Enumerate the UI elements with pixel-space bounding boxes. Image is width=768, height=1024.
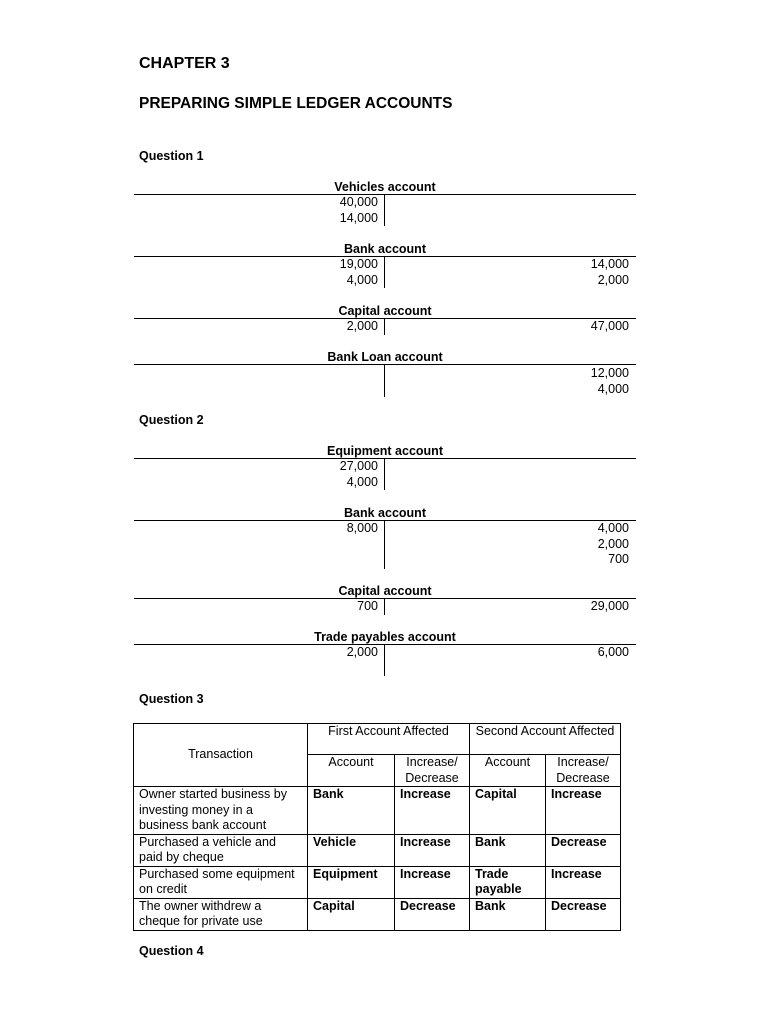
credit-column <box>534 366 629 397</box>
question-2-label: Question 2 <box>139 413 204 427</box>
credit-entry: 4,000 <box>597 521 629 535</box>
second-account-cell: Bank <box>470 898 546 930</box>
credit-column <box>534 521 629 568</box>
transaction-cell: The owner withdrew a cheque for private use <box>134 898 308 930</box>
credit-entry: 47,000 <box>590 319 629 333</box>
subheader-change: Increase/ Decrease <box>395 755 470 787</box>
second-change-cell: Increase <box>546 787 621 835</box>
account-title: Capital account <box>338 304 432 318</box>
debit-entry: 14,000 <box>339 210 378 225</box>
account-rule <box>134 458 636 459</box>
account-divider <box>384 195 385 226</box>
account-divider <box>384 521 385 569</box>
debit-entry: 2,000 <box>346 645 378 659</box>
credit-entry: 2,000 <box>597 536 629 551</box>
question-4-label: Question 4 <box>139 944 204 958</box>
subheader-account: Account <box>308 755 395 787</box>
chapter-heading: CHAPTER 3 <box>139 55 230 72</box>
debit-column <box>284 459 378 490</box>
transaction-cell: Owner started business by investing money in a business bank account <box>134 787 308 835</box>
first-account-cell: Capital <box>308 898 395 930</box>
first-account-cell: Vehicle <box>308 834 395 866</box>
account-title: Bank Loan account <box>327 350 443 364</box>
account-divider <box>384 257 385 288</box>
debit-entry: 8,000 <box>346 521 378 535</box>
debit-entry: 700 <box>357 599 378 613</box>
credit-entry: 700 <box>608 552 629 566</box>
second-change-cell: Decrease <box>546 898 621 930</box>
debit-column <box>284 645 378 661</box>
account-title: Vehicles account <box>334 180 436 194</box>
credit-entry: 14,000 <box>590 257 629 271</box>
second-account-cell: Capital <box>470 787 546 835</box>
debit-entry: 2,000 <box>346 319 378 333</box>
first-account-cell: Bank <box>308 787 395 835</box>
credit-column <box>534 599 629 615</box>
debit-column <box>284 195 378 226</box>
debit-entry: 19,000 <box>339 257 378 271</box>
header-second-account: Second Account Affected <box>470 724 621 755</box>
credit-entry: 4,000 <box>597 381 629 396</box>
table-row <box>134 834 621 866</box>
account-title: Trade payables account <box>314 630 456 644</box>
credit-entry: 12,000 <box>590 366 629 380</box>
first-change-cell: Decrease <box>395 898 470 930</box>
table-row <box>134 898 621 930</box>
first-change-cell: Increase <box>395 834 470 866</box>
account-title: Equipment account <box>327 444 443 458</box>
debit-entry: 4,000 <box>346 474 378 489</box>
debit-column <box>284 599 378 615</box>
account-title: Capital account <box>338 584 432 598</box>
account-divider <box>384 365 385 397</box>
first-change-cell: Increase <box>395 866 470 898</box>
debit-column <box>284 521 378 537</box>
table-row <box>134 787 621 835</box>
first-account-cell: Equipment <box>308 866 395 898</box>
second-change-cell: Increase <box>546 866 621 898</box>
account-title: Bank account <box>344 242 426 256</box>
first-change-cell: Increase <box>395 787 470 835</box>
credit-column <box>534 645 629 661</box>
question-1-label: Question 1 <box>139 149 204 163</box>
account-divider <box>384 459 385 490</box>
table-row <box>134 866 621 898</box>
transaction-cell: Purchased some equipment on credit <box>134 866 308 898</box>
credit-column <box>534 257 629 288</box>
account-divider <box>384 599 385 615</box>
account-title: Bank account <box>344 506 426 520</box>
header-transaction: Transaction <box>134 724 308 787</box>
credit-column <box>534 319 629 335</box>
page-title: PREPARING SIMPLE LEDGER ACCOUNTS <box>139 95 453 112</box>
second-change-cell: Decrease <box>546 834 621 866</box>
question-3-label: Question 3 <box>139 692 204 706</box>
debit-entry: 40,000 <box>339 195 378 209</box>
transaction-cell: Purchased a vehicle and paid by cheque <box>134 834 308 866</box>
credit-entry: 2,000 <box>597 272 629 287</box>
account-divider <box>384 319 385 335</box>
credit-entry: 29,000 <box>590 599 629 613</box>
debit-entry: 27,000 <box>339 459 378 473</box>
account-rule <box>134 364 636 365</box>
debit-column <box>284 319 378 335</box>
credit-entry: 6,000 <box>597 645 629 659</box>
second-account-cell: Bank <box>470 834 546 866</box>
header-first-account: First Account Affected <box>308 724 470 755</box>
subheader-change: Increase/ Decrease <box>546 755 621 787</box>
subheader-account: Account <box>470 755 546 787</box>
account-effects-table <box>133 723 621 931</box>
debit-column <box>284 257 378 288</box>
debit-entry: 4,000 <box>346 272 378 287</box>
second-account-cell: Trade payable <box>470 866 546 898</box>
account-divider <box>384 645 385 676</box>
account-rule <box>134 194 636 195</box>
